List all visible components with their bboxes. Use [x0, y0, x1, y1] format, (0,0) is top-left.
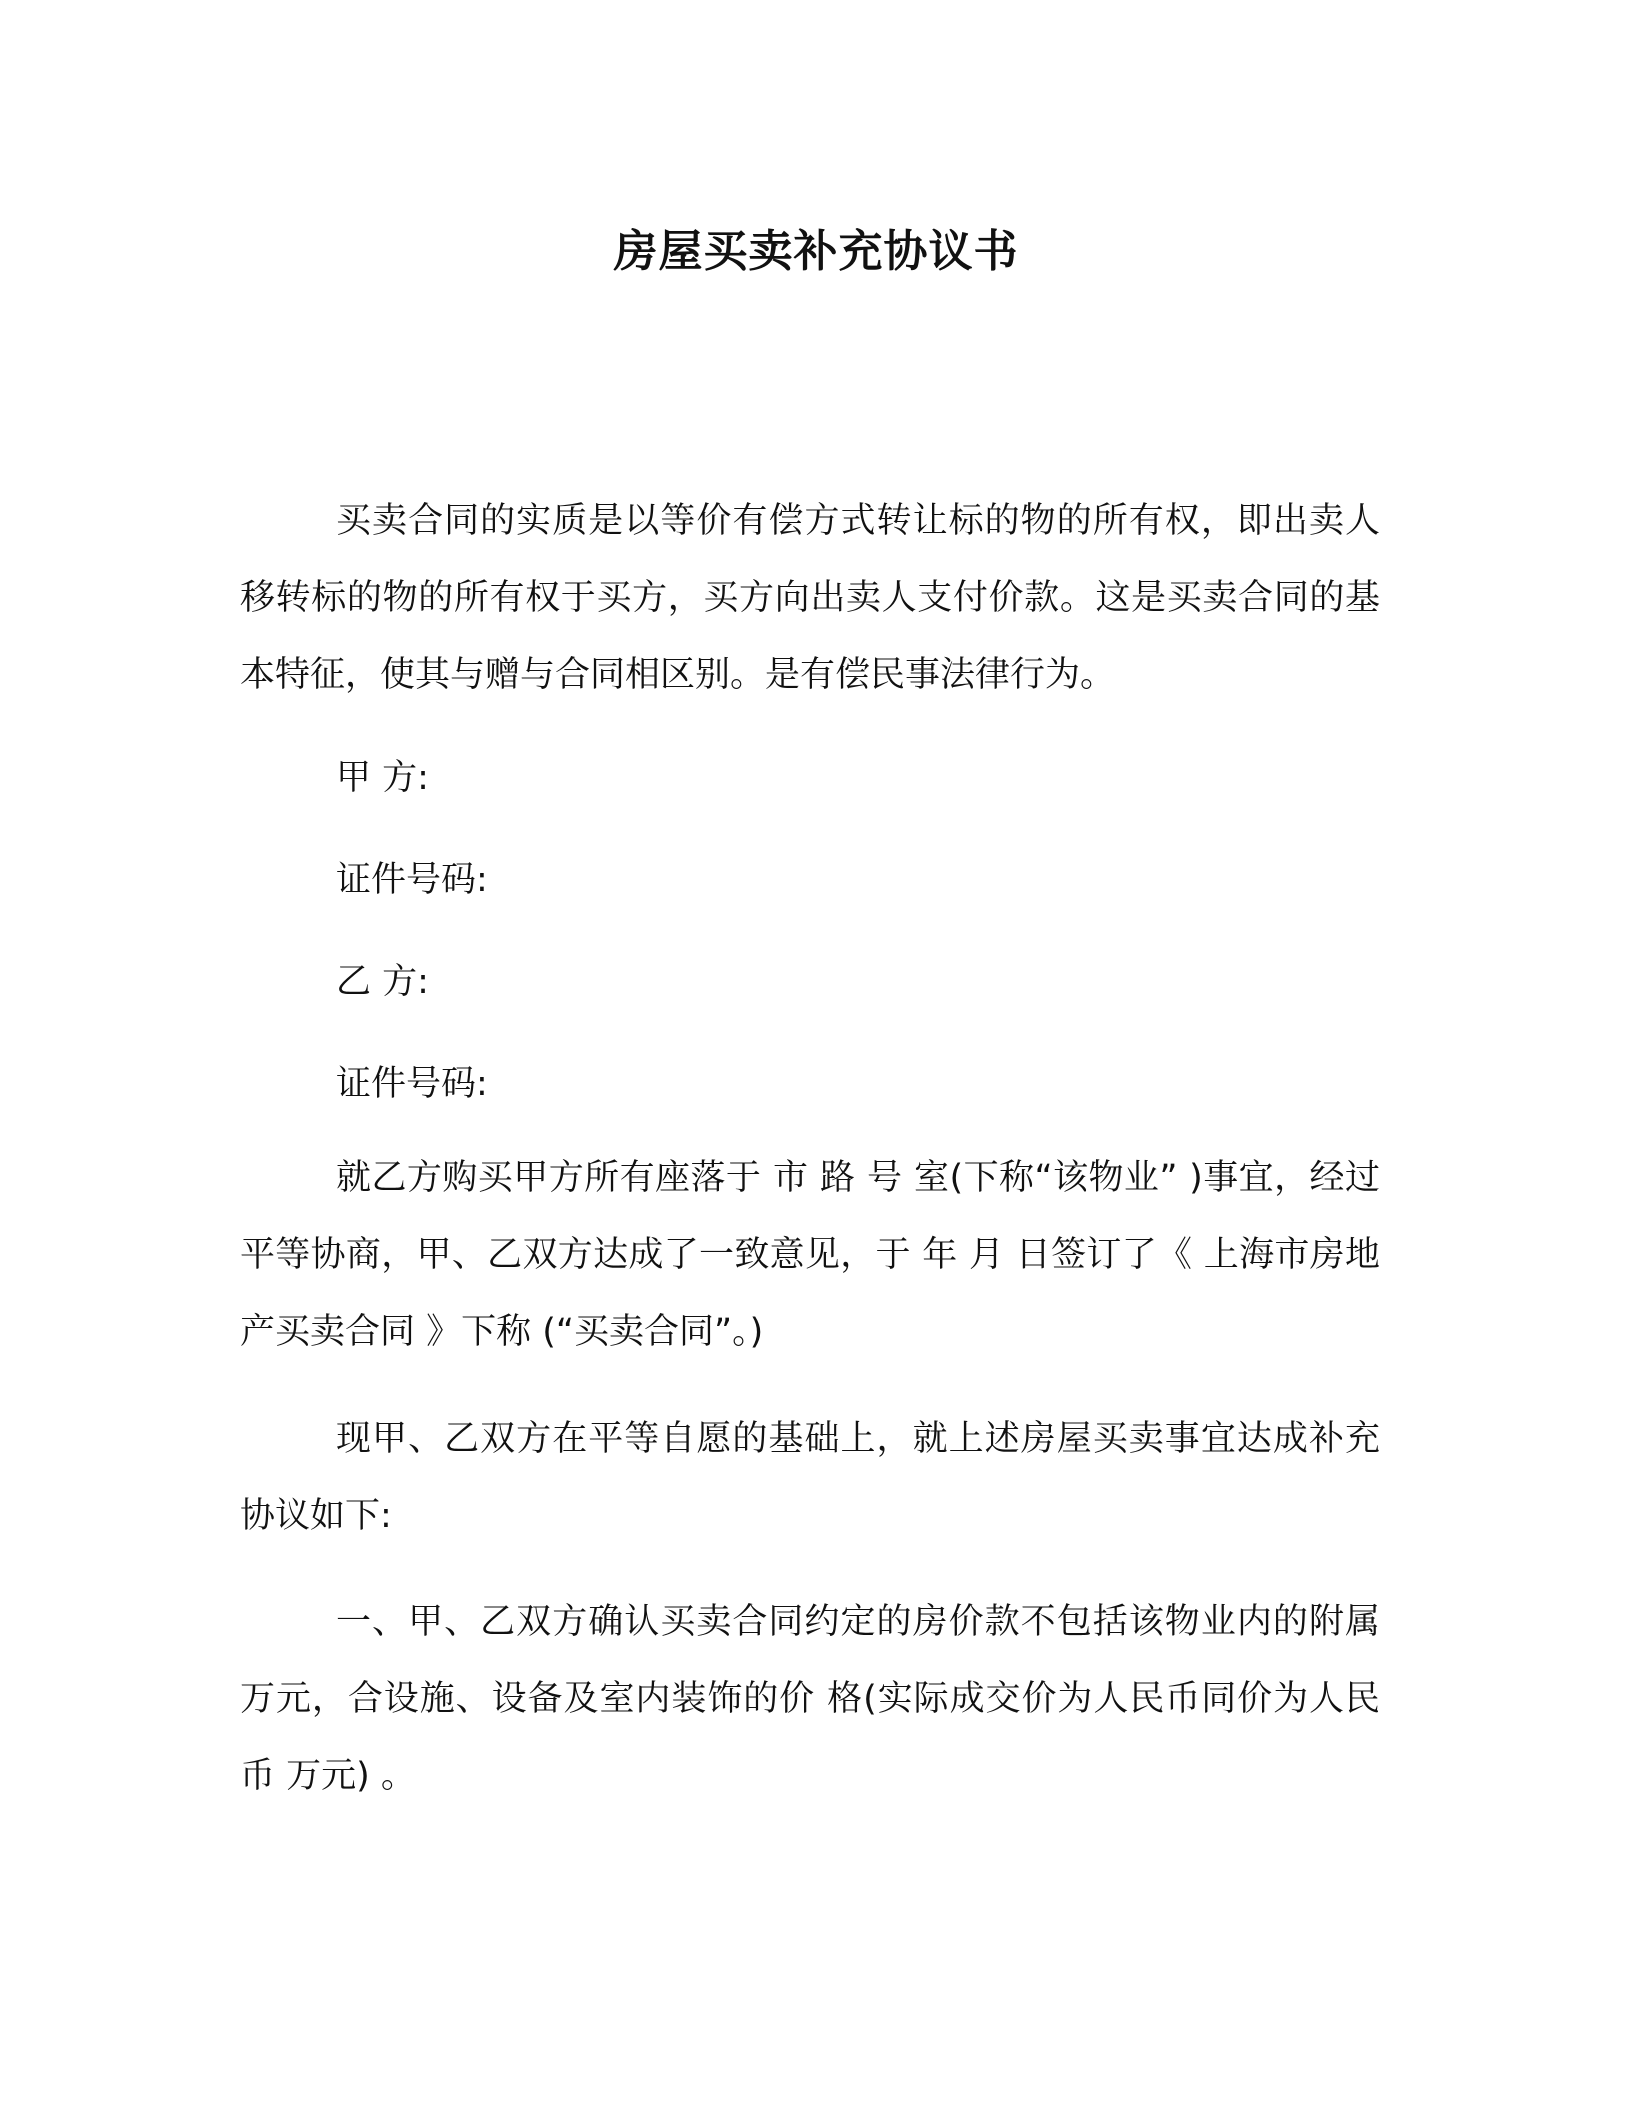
party-a-label: 甲 方: [336, 758, 429, 798]
clause-one: 一、甲、乙双方确认买卖合同约定的房价款不包括该物业内的附属 万元，合设施、设备及室内装饰的价 格(实际成交价为人民币同价为人民币 万元) 。 [240, 1602, 1380, 1796]
intro-paragraph: 买卖合同的实质是以等价有偿方式转让标的物的所有权，即出卖人移转标的物的所有权于买方，买方向出卖人支付价款。这是买卖合同的基本特征，使其与赠与合同相区别。是有偿民事法律行为。 [240, 501, 1380, 695]
agreement-paragraph: 现甲、乙双方在平等自愿的基础上，就上述房屋买卖事宜达成补充 协议如下: [240, 1419, 1380, 1536]
document-title: 房屋买卖补充协议书 [613, 226, 1019, 277]
property-paragraph: 就乙方购买甲方所有座落于 市 路 号 室(下称“该物业” )事宜，经过平等协商，甲、乙双方达成了一致意见，于 年 月 日签订了《 上海市房地产买卖合同 》下称 (“买卖合同”。) [240, 1158, 1380, 1352]
party-a-id-label: 证件号码: [336, 860, 488, 900]
party-b-label: 乙 方: [336, 962, 429, 1002]
party-b-id-label: 证件号码: [336, 1064, 488, 1104]
